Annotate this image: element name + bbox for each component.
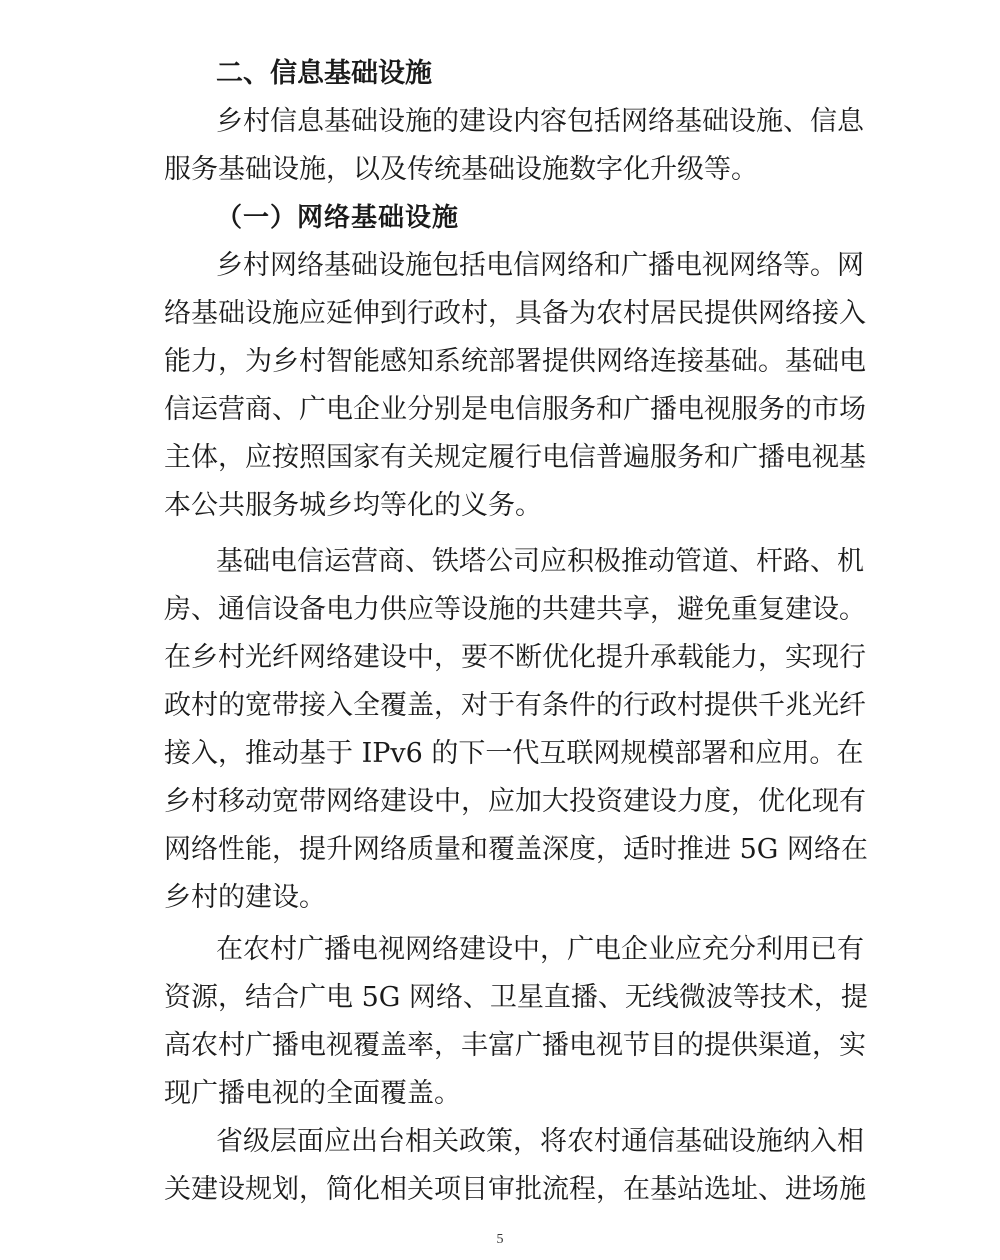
paragraph-line: 在农村广播电视网络建设中，广电企业应充分利用已有 xyxy=(216,934,864,965)
subsection-heading: （一）网络基础设施 xyxy=(216,203,460,233)
paragraph-line: 乡村网络基础设施包括电信网络和广播电视网络等。网 xyxy=(216,250,864,281)
paragraph-line: 在乡村光纤网络建设中，要不断优化提升承载能力，实现行 xyxy=(164,642,866,673)
paragraph-line: 乡村信息基础设施的建设内容包括网络基础设施、信息 xyxy=(216,106,864,137)
paragraph-line: 本公共服务城乡均等化的义务。 xyxy=(164,490,542,521)
section-heading: 二、信息基础设施 xyxy=(216,58,432,89)
paragraph-line: 网络性能，提升网络质量和覆盖深度，适时推进 5G 网络在 xyxy=(164,834,868,865)
paragraph-line: 络基础设施应延伸到行政村，具备为农村居民提供网络接入 xyxy=(164,298,866,329)
paragraph-line: 基础电信运营商、铁塔公司应积极推动管道、杆路、机 xyxy=(216,546,864,577)
paragraph-line: 关建设规划，简化相关项目审批流程，在基站选址、进场施 xyxy=(164,1174,866,1205)
paragraph-line: 接入，推动基于 IPv6 的下一代互联网规模部署和应用。在 xyxy=(164,738,864,769)
paragraph-line: 政村的宽带接入全覆盖，对于有条件的行政村提供千兆光纤 xyxy=(164,690,866,721)
paragraph-line: 能力，为乡村智能感知系统部署提供网络连接基础。基础电 xyxy=(164,346,866,377)
paragraph-line: 信运营商、广电企业分别是电信服务和广播电视服务的市场 xyxy=(164,394,866,425)
paragraph-line: 房、通信设备电力供应等设施的共建共享，避免重复建设。 xyxy=(164,594,866,625)
paragraph-line: 现广播电视的全面覆盖。 xyxy=(164,1078,461,1109)
paragraph-line: 乡村移动宽带网络建设中，应加大投资建设力度，优化现有 xyxy=(164,786,866,817)
paragraph-line: 省级层面应出台相关政策，将农村通信基础设施纳入相 xyxy=(216,1126,864,1157)
paragraph-line: 高农村广播电视覆盖率，丰富广播电视节目的提供渠道，实 xyxy=(164,1030,866,1061)
paragraph-line: 乡村的建设。 xyxy=(164,882,326,913)
page-number: 5 xyxy=(496,1232,504,1247)
paragraph-line: 资源，结合广电 5G 网络、卫星直播、无线微波等技术，提 xyxy=(164,982,868,1013)
paragraph-line: 服务基础设施，以及传统基础设施数字化升级等。 xyxy=(164,154,758,185)
paragraph-line: 主体，应按照国家有关规定履行电信普遍服务和广播电视基 xyxy=(164,442,866,473)
